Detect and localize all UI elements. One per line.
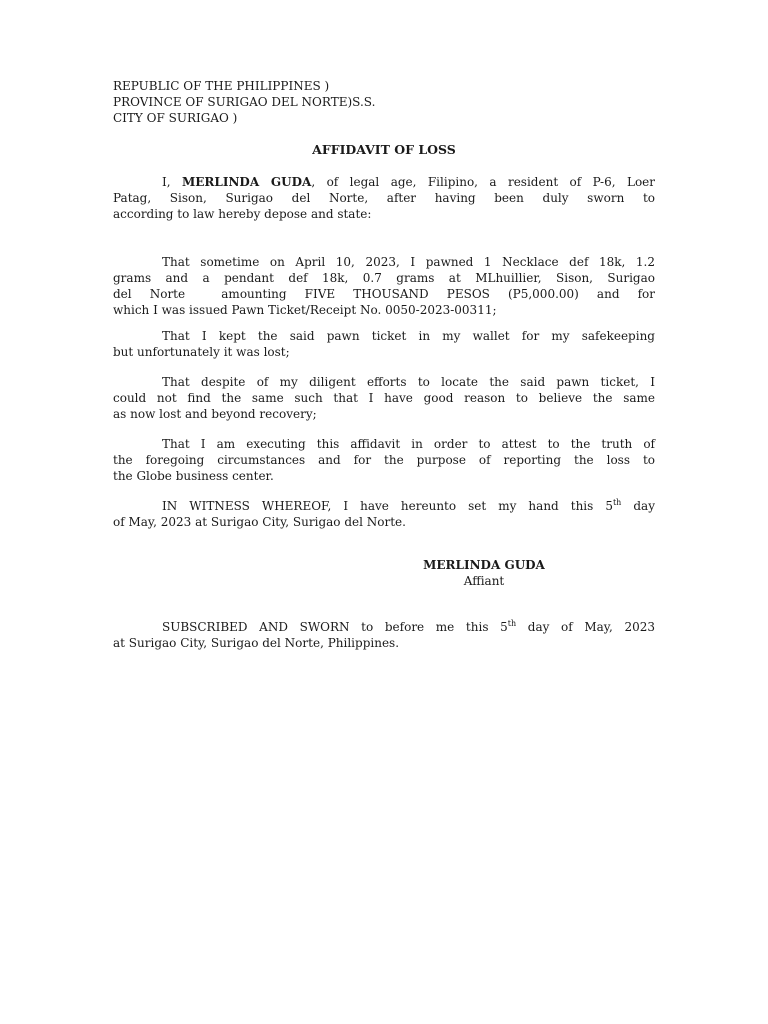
witness-line-1 [162,498,655,514]
witness-line-2: of May, 2023 at Surigao City, Surigao del Norte. [113,515,406,529]
intro-prefix: I, [162,175,182,189]
jurat-line-2: at Surigao City, Surigao del Norte, Philippines. [113,636,400,650]
para1-line-1: That sometime on April 10, 2023, I pawned 1 Necklace def 18k, 1.2 [162,255,655,269]
ordinal-suffix: th [612,498,622,507]
venue-line-republic: REPUBLIC OF THE PHILIPPINES ) [113,79,330,93]
para3-line-3: as now lost and beyond recovery; [113,407,317,421]
para1-line-4: which I was issued Pawn Ticket/Receipt No. 0050-2023-00311; [113,303,497,317]
signature-role: Affiant [463,574,505,588]
para2-line-2: but unfortunately it was lost; [113,345,290,359]
venue-line-city: CITY OF SURIGAO ) [113,111,238,125]
para4-line-2: the foregoing circumstances and for the purpose of reporting the loss to [113,453,655,467]
ordinal-suffix: th [507,619,517,628]
intro-line-3: according to law hereby depose and state: [113,207,372,221]
jurat-text: SUBSCRIBED AND SWORN to before me this 5 [162,620,508,634]
jurat-line-1 [162,619,655,635]
signature-name: MERLINDA GUDA [423,558,545,572]
document-title: AFFIDAVIT OF LOSS [312,142,456,157]
venue-line-province: PROVINCE OF SURIGAO DEL NORTE)S.S. [113,95,376,109]
para4-line-1: That I am executing this affidavit in order to attest to the truth of [162,437,655,451]
witness-text-end: day [621,499,655,513]
intro-rest: , of legal age, Filipino, a resident of P-6, Loer [311,175,656,189]
witness-text: IN WITNESS WHEREOF, I have hereunto set my hand this 5 [162,499,613,513]
para3-line-1: That despite of my diligent efforts to locate the said pawn ticket, I [162,375,655,389]
para2-line-1: That I kept the said pawn ticket in my wallet for my safekeeping [162,329,655,343]
para4-line-3: the Globe business center. [113,469,274,483]
intro-line-1 [162,174,655,190]
para3-line-2: could not find the same such that I have good reason to believe the same [113,391,655,405]
affiant-name: MERLINDA GUDA [181,175,312,189]
para1-line-3: del Norte amounting FIVE THOUSAND PESOS (P5,000.00) and for [113,287,655,301]
jurat-text-end: day of May, 2023 [516,620,655,634]
intro-line-2: Patag, Sison, Surigao del Norte, after having been duly sworn to [113,191,655,205]
para1-line-2: grams and a pendant def 18k, 0.7 grams at MLhuillier, Sison, Surigao [113,271,655,285]
